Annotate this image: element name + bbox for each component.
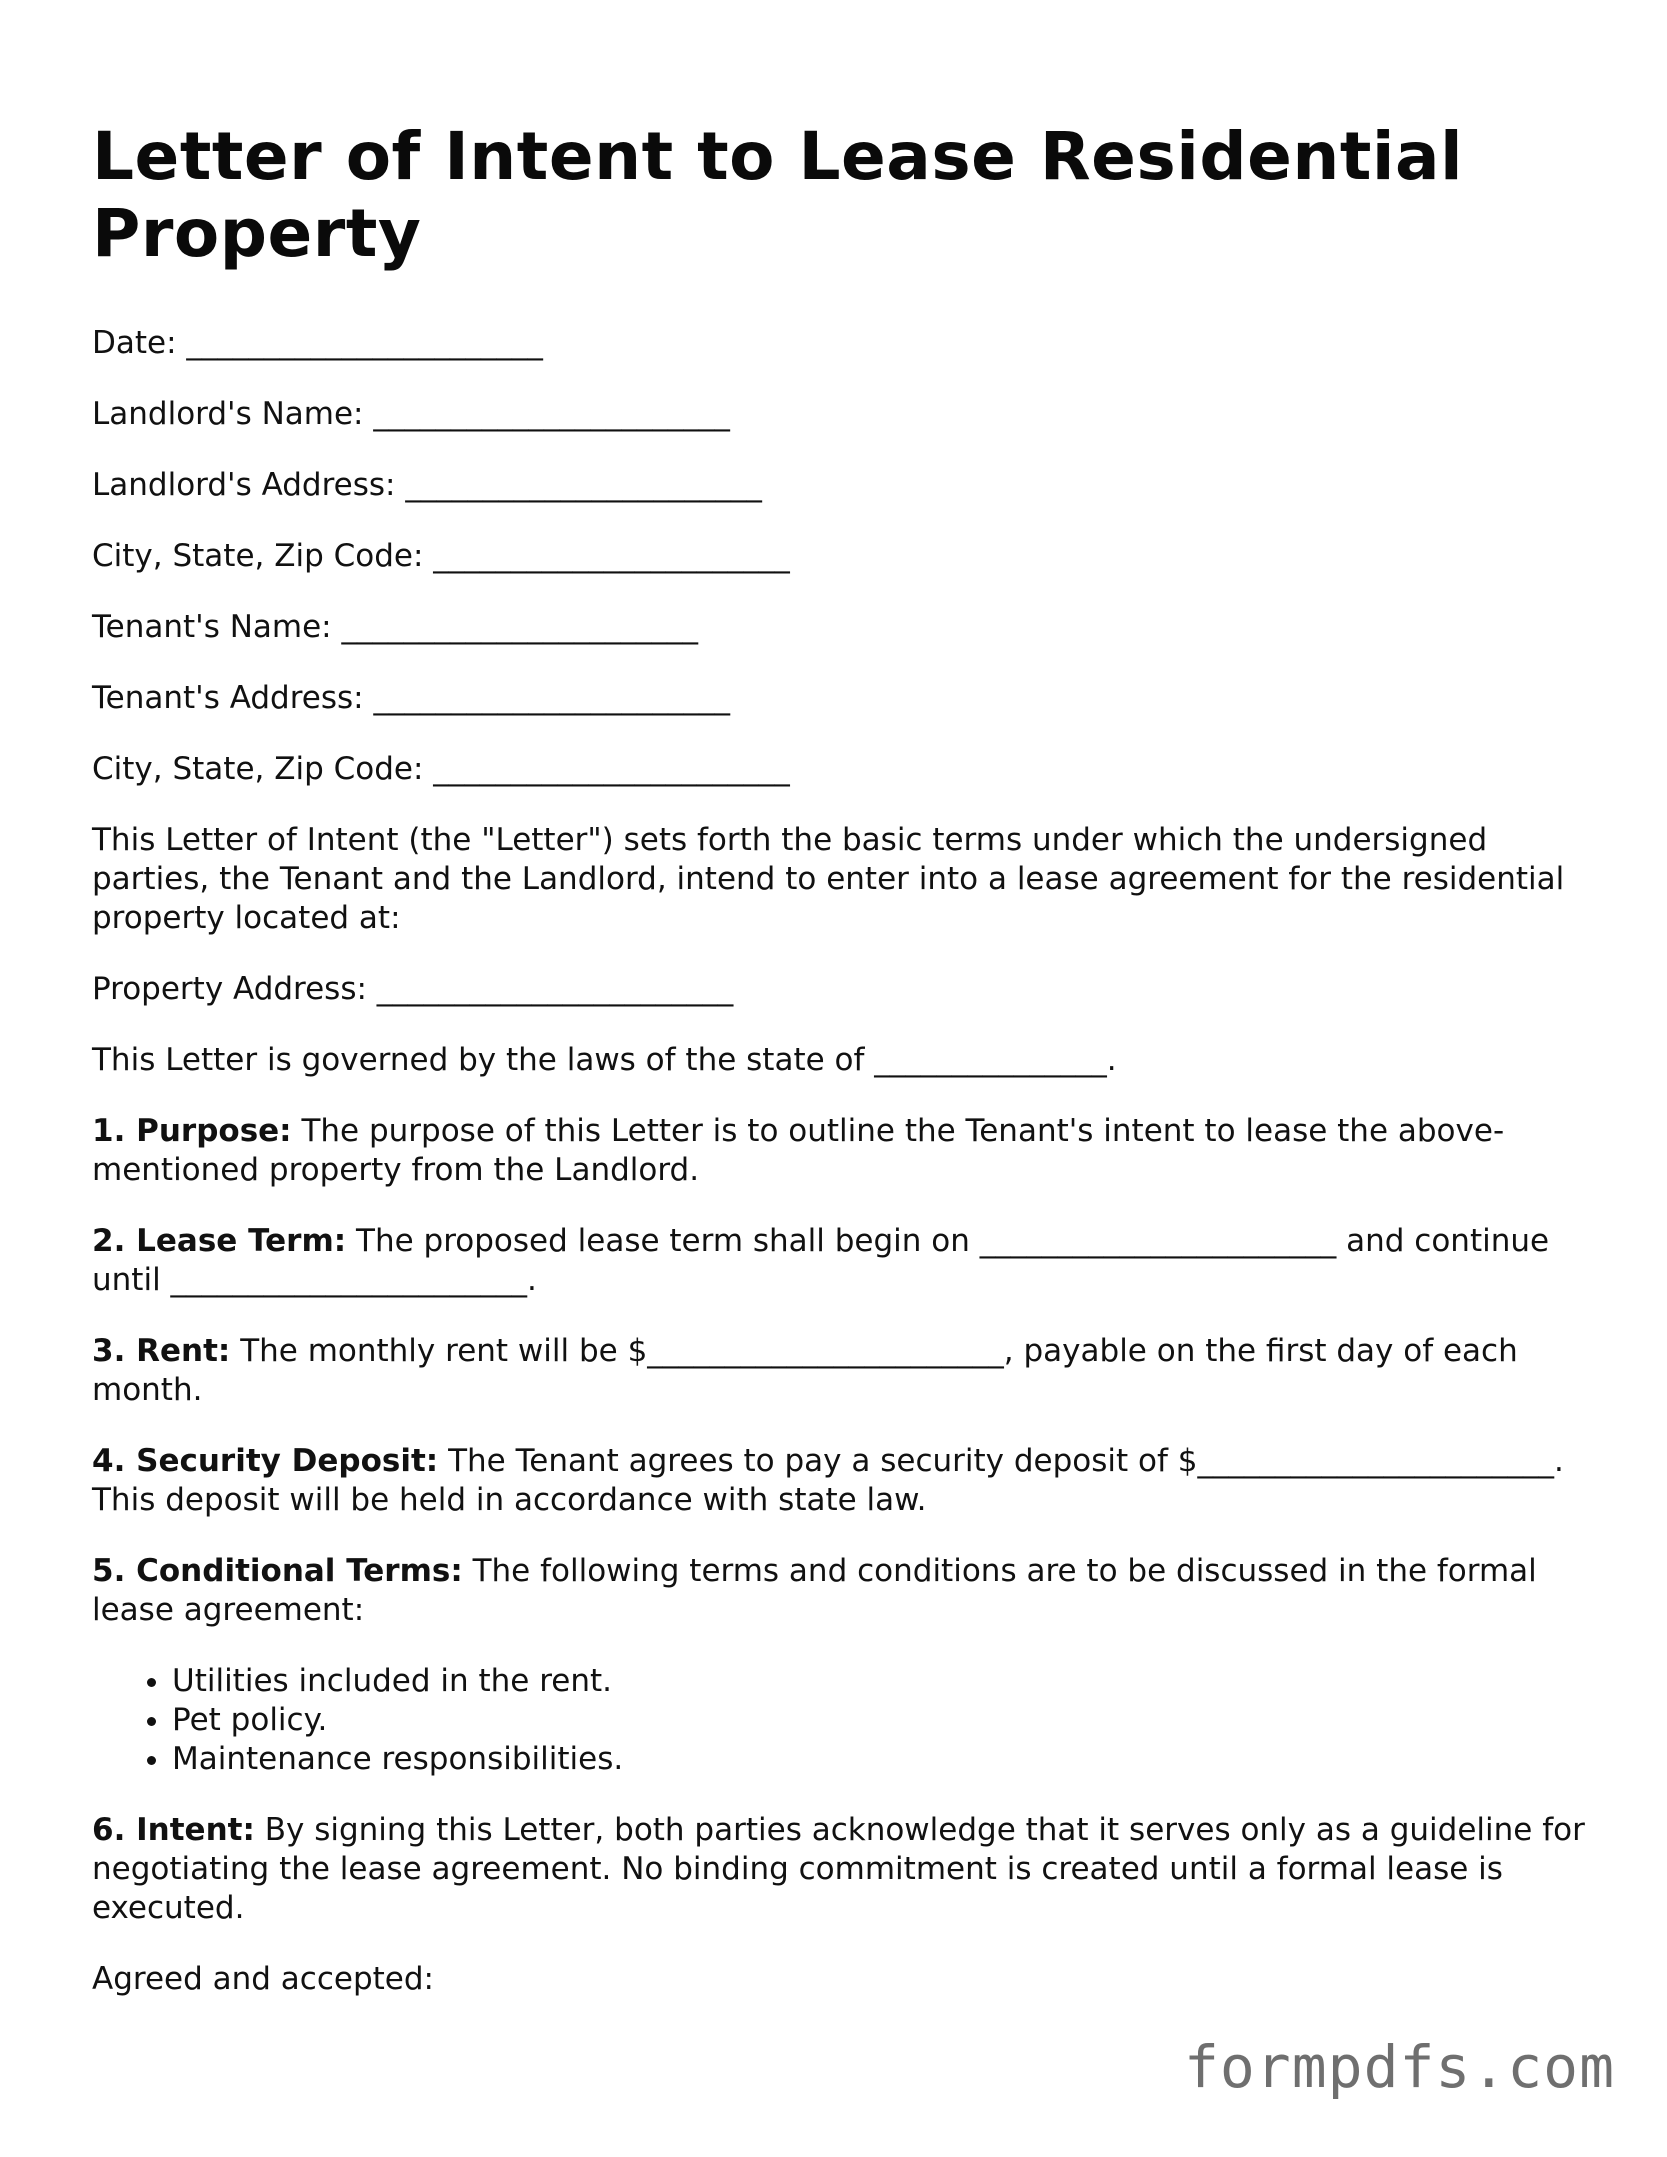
field-label: Property Address:: [92, 971, 367, 1007]
field-blank: _______________________: [433, 751, 790, 787]
list-item: • Maintenance responsibilities.: [172, 1740, 1592, 1779]
field-blank: _______________________: [186, 325, 543, 361]
date-field: [92, 324, 1592, 363]
field-blank: _______________________: [341, 609, 698, 645]
section-text: The proposed lease term shall begin on _______________________ and continue until _______________________.: [92, 1223, 1550, 1298]
field-label: Tenant's Address:: [92, 680, 364, 716]
tenant-address-field: [92, 679, 1592, 718]
governing-law-paragraph: This Letter is governed by the laws of the state of _______________.: [92, 1042, 1117, 1078]
list-item: • Pet policy.: [172, 1701, 1592, 1740]
lease-term-section: [92, 1222, 1592, 1300]
watermark-text: formpdfs.com: [1183, 2033, 1615, 2101]
security-deposit-section: [92, 1442, 1592, 1520]
tenant-name-field: [92, 608, 1592, 647]
closing-line: Agreed and accepted:: [92, 1961, 434, 1997]
field-label: City, State, Zip Code:: [92, 538, 424, 574]
intent-section: [92, 1811, 1592, 1928]
field-blank: _______________________: [373, 680, 730, 716]
landlord-address-field: [92, 466, 1592, 505]
field-label: Landlord's Name:: [92, 396, 364, 432]
section-heading: 3. Rent:: [92, 1333, 231, 1369]
section-text: The Tenant agrees to pay a security deposit of $_______________________. This deposit will be held in accordance with state law.: [92, 1443, 1564, 1518]
field-label: Landlord's Address:: [92, 467, 396, 503]
property-address-field: [92, 970, 1592, 1009]
conditional-terms-list: [92, 1662, 1592, 1779]
document-title: Letter of Intent to Lease Residential Property: [92, 118, 1464, 272]
landlord-name-field: [92, 395, 1592, 434]
field-blank: _______________________: [405, 467, 762, 503]
field-label: City, State, Zip Code:: [92, 751, 424, 787]
list-item: • Utilities included in the rent.: [172, 1662, 1592, 1701]
section-text: The purpose of this Letter is to outline the Tenant's intent to lease the above-mentioned property from the Landlord.: [92, 1113, 1505, 1188]
section-heading: 5. Conditional Terms:: [92, 1553, 463, 1589]
section-text: By signing this Letter, both parties acknowledge that it serves only as a guideline for negotiating the lease agreement. No binding commitment is created until a formal lease is executed.: [92, 1812, 1585, 1926]
section-heading: 6. Intent:: [92, 1812, 255, 1848]
intro-paragraph: This Letter of Intent (the "Letter") sets forth the basic terms under which the undersigned parties, the Tenant and the Landlord, intend to enter into a lease agreement for the residential property located at:: [92, 822, 1565, 936]
field-blank: _______________________: [373, 396, 730, 432]
field-label: Tenant's Name:: [92, 609, 332, 645]
document-page: [92, 118, 1592, 2031]
section-text: The following terms and conditions are to be discussed in the formal lease agreement:: [92, 1553, 1537, 1628]
section-text: The monthly rent will be $_______________________, payable on the first day of each month.: [92, 1333, 1518, 1408]
field-label: Date:: [92, 325, 177, 361]
tenant-city-state-zip-field: [92, 750, 1592, 789]
rent-section: [92, 1332, 1592, 1410]
section-heading: 2. Lease Term:: [92, 1223, 347, 1259]
section-heading: 4. Security Deposit:: [92, 1443, 439, 1479]
section-heading: 1. Purpose:: [92, 1113, 292, 1149]
landlord-city-state-zip-field: [92, 537, 1592, 576]
field-blank: _______________________: [433, 538, 790, 574]
field-blank: _______________________: [376, 971, 734, 1007]
conditional-terms-section: [92, 1552, 1592, 1630]
purpose-section: [92, 1112, 1592, 1190]
